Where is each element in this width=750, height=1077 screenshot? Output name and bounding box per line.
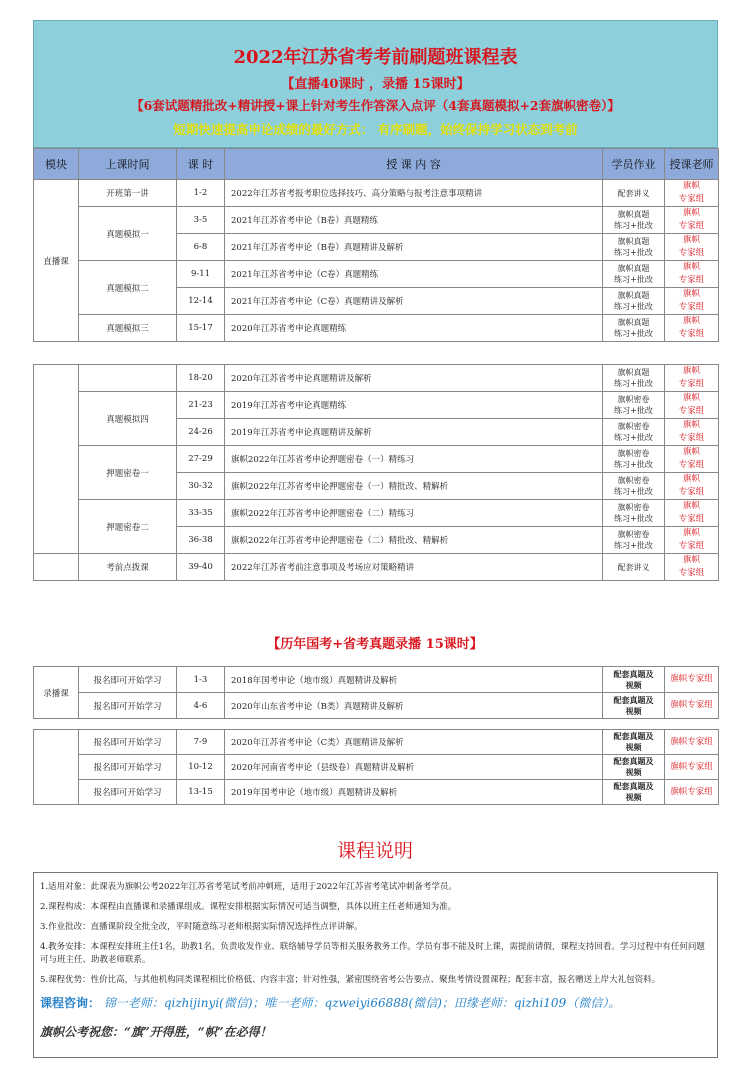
teacher-cell: 旗帜 专家组	[665, 527, 719, 554]
hours-cell: 15-17	[177, 315, 225, 342]
module-cell: 录播课	[34, 667, 79, 719]
module-cell: 直播课	[34, 180, 79, 342]
hours-cell: 24-26	[177, 419, 225, 446]
homework-cell: 配套真题及 视频	[603, 755, 665, 780]
teacher-cell: 旗帜 专家组	[665, 473, 719, 500]
content-cell: 旗帜2022年江苏省考申论押题密卷（二）精批改、精解析	[225, 527, 603, 554]
time-cell: 报名即可开始学习	[79, 730, 177, 755]
time-cell: 考前点拨课	[79, 554, 177, 581]
content-cell: 2019年江苏省考申论真题精讲及解析	[225, 419, 603, 446]
teacher-cell: 旗帜专家组	[665, 693, 719, 719]
table-row	[34, 693, 719, 719]
content-cell: 2022年江苏省考前注意事项及考场应对策略精讲	[225, 554, 603, 581]
time-cell: 报名即可开始学习	[79, 667, 177, 693]
content-cell: 2020年江苏省考申论真题精讲及解析	[225, 365, 603, 392]
time-cell: 开班第一讲	[79, 180, 177, 207]
content-cell: 2020年江苏省考申论真题精练	[225, 315, 603, 342]
homework-cell: 旗帜密卷 练习+批改	[603, 419, 665, 446]
time-cell	[79, 365, 177, 392]
content-cell: 2021年江苏省考申论（B卷）真题精讲及解析	[225, 234, 603, 261]
module-cell	[34, 730, 79, 805]
content-cell: 2020年江苏省考申论（C类）真题精讲及解析	[225, 730, 603, 755]
time-cell: 报名即可开始学习	[79, 755, 177, 780]
homework-cell: 旗帜真题 练习+批改	[603, 365, 665, 392]
teacher-cell: 旗帜 专家组	[665, 288, 719, 315]
time-cell: 报名即可开始学习	[79, 780, 177, 805]
recorded-schedule-table-1	[33, 666, 719, 719]
time-cell: 真题模拟四	[79, 392, 177, 446]
table-row	[34, 446, 719, 473]
teacher-cell: 旗帜 专家组	[665, 315, 719, 342]
teacher-cell: 旗帜专家组	[665, 780, 719, 805]
col-teacher: 授课老师	[665, 149, 719, 180]
teacher-cell: 旗帜 专家组	[665, 392, 719, 419]
homework-cell: 旗帜真题 练习+批改	[603, 234, 665, 261]
hours-cell: 30-32	[177, 473, 225, 500]
content-cell: 2020年山东省考申论（B类）真题精讲及解析	[225, 693, 603, 719]
table-row	[34, 667, 719, 693]
note-item: 3.作业批改：直播课阶段全批全改，平时随意练习老师根据实际情况选择性点评讲解。	[40, 922, 363, 932]
teacher-cell: 旗帜 专家组	[665, 180, 719, 207]
homework-cell: 旗帜真题 练习+批改	[603, 261, 665, 288]
time-cell: 押题密卷二	[79, 500, 177, 554]
col-content: 授 课 内 容	[225, 149, 603, 180]
hours-cell: 36-38	[177, 527, 225, 554]
contact-text: 锦一老师：qizhijinyi(微信)；唯一老师：qzweiyi66888(微信)；田缘老师：qizhi109（微信）。	[103, 996, 621, 1010]
time-cell: 真题模拟一	[79, 207, 177, 261]
time-cell: 真题模拟三	[79, 315, 177, 342]
hours-cell: 6-8	[177, 234, 225, 261]
notes-box	[33, 872, 718, 1058]
homework-cell: 配套真题及 视频	[603, 730, 665, 755]
content-cell: 旗帜2022年江苏省考申论押题密卷（一）精练习	[225, 446, 603, 473]
homework-cell: 旗帜密卷 练习+批改	[603, 473, 665, 500]
teacher-cell: 旗帜 专家组	[665, 500, 719, 527]
col-time: 上课时间	[79, 149, 177, 180]
homework-cell: 旗帜密卷 练习+批改	[603, 392, 665, 419]
table-row	[34, 392, 719, 419]
table-row	[34, 500, 719, 527]
note-item: 4.教务安排：本课程安排班主任1名，助教1名，负责收发作业、联络辅导学员等相关服务教务工作。学员有事不能及时上课，需提前请假，课程支持回看。学习过程中有任何问题可与班主任、助教老师联系。	[40, 942, 705, 965]
table-row	[34, 554, 719, 581]
homework-cell: 旗帜密卷 练习+批改	[603, 446, 665, 473]
hours-cell: 10-12	[177, 755, 225, 780]
col-homework: 学员作业	[603, 149, 665, 180]
time-cell: 报名即可开始学习	[79, 693, 177, 719]
teacher-cell: 旗帜 专家组	[665, 554, 719, 581]
homework-cell: 配套讲义	[603, 554, 665, 581]
page-title: 2022年江苏省考考前刷题班课程表	[233, 47, 518, 68]
teacher-cell: 旗帜 专家组	[665, 446, 719, 473]
recorded-schedule-table-2	[33, 729, 719, 805]
hours-cell: 12-14	[177, 288, 225, 315]
table-row	[34, 780, 719, 805]
teacher-cell: 旗帜 专家组	[665, 207, 719, 234]
hours-summary: 【直播40课时 ，录播 15课时】	[281, 77, 470, 92]
teacher-cell: 旗帜专家组	[665, 755, 719, 780]
homework-cell: 旗帜密卷 练习+批改	[603, 527, 665, 554]
col-hours: 课 时	[177, 149, 225, 180]
homework-cell: 旗帜真题 练习+批改	[603, 288, 665, 315]
hours-cell: 33-35	[177, 500, 225, 527]
time-cell: 真题模拟二	[79, 261, 177, 315]
hours-cell: 18-20	[177, 365, 225, 392]
hours-cell: 1-3	[177, 667, 225, 693]
features-summary: 【6套试题精批改+精讲授+课上针对考生作答深入点评（4套真题模拟+2套旗帜密卷）】	[131, 98, 620, 113]
hours-cell: 3-5	[177, 207, 225, 234]
content-cell: 旗帜2022年江苏省考申论押题密卷（二）精练习	[225, 500, 603, 527]
table-row	[34, 207, 719, 234]
homework-cell: 配套真题及 视频	[603, 693, 665, 719]
content-cell: 2019年国考申论（地市级）真题精讲及解析	[225, 780, 603, 805]
recorded-heading: 【历年国考+省考真题录播 15课时】	[267, 637, 483, 652]
hours-cell: 9-11	[177, 261, 225, 288]
hours-cell: 39-40	[177, 554, 225, 581]
content-cell: 2018年国考申论（地市级）真题精讲及解析	[225, 667, 603, 693]
content-cell: 2021年江苏省考申论（C卷）真题精讲及解析	[225, 288, 603, 315]
footer-slogan: 旗帜公考祝您：“旗”开得胜，“帜”在必得！	[40, 1025, 272, 1039]
note-item: 2.课程构成：本课程由直播课和录播课组成。课程安排根据实际情况可适当调整，具体以班主任老师通知为准。	[40, 902, 457, 912]
content-cell: 2021年江苏省考申论（C卷）真题精练	[225, 261, 603, 288]
hours-cell: 7-9	[177, 730, 225, 755]
module-cell	[34, 554, 79, 581]
col-module: 模块	[34, 149, 79, 180]
note-item: 5.课程优势：性价比高，与其他机构同类课程相比价格低、内容丰富；针对性强，紧密围绕省考公告要点、聚焦考情设置课程；配套丰富，报名赠送上岸大礼包资料。	[40, 975, 661, 985]
contact-label: 课程咨询：	[40, 996, 101, 1010]
content-cell: 2020年河南省考申论（县级卷）真题精讲及解析	[225, 755, 603, 780]
teacher-cell: 旗帜 专家组	[665, 365, 719, 392]
header-slogan: 短期快速提高申论成绩的最好方式： 有序刷题，始终保持学习状态到考前	[173, 122, 578, 137]
homework-cell: 配套真题及 视频	[603, 667, 665, 693]
hours-cell: 1-2	[177, 180, 225, 207]
content-cell: 2022年江苏省考报考职位选择技巧、高分策略与报考注意事项精讲	[225, 180, 603, 207]
hours-cell: 27-29	[177, 446, 225, 473]
teacher-cell: 旗帜 专家组	[665, 261, 719, 288]
hours-cell: 13-15	[177, 780, 225, 805]
content-cell: 旗帜2022年江苏省考申论押题密卷（一）精批改、精解析	[225, 473, 603, 500]
table-row	[34, 180, 719, 207]
homework-cell: 配套讲义	[603, 180, 665, 207]
homework-cell: 旗帜真题 练习+批改	[603, 315, 665, 342]
live-schedule-table-1	[33, 148, 719, 342]
teacher-cell: 旗帜专家组	[665, 667, 719, 693]
table-row	[34, 730, 719, 755]
content-cell: 2021年江苏省考申论（B卷）真题精练	[225, 207, 603, 234]
hours-cell: 4-6	[177, 693, 225, 719]
homework-cell: 旗帜密卷 练习+批改	[603, 500, 665, 527]
module-cell	[34, 365, 79, 554]
table-row	[34, 261, 719, 288]
hours-cell: 21-23	[177, 392, 225, 419]
teacher-cell: 旗帜 专家组	[665, 419, 719, 446]
live-schedule-table-2	[33, 364, 719, 581]
table-row	[34, 315, 719, 342]
teacher-cell: 旗帜 专家组	[665, 234, 719, 261]
content-cell: 2019年江苏省考申论真题精练	[225, 392, 603, 419]
table-row	[34, 365, 719, 392]
homework-cell: 配套真题及 视频	[603, 780, 665, 805]
table-header-row	[34, 149, 719, 180]
table-row	[34, 755, 719, 780]
teacher-cell: 旗帜专家组	[665, 730, 719, 755]
time-cell: 押题密卷一	[79, 446, 177, 500]
note-item: 1.适用对象：此课表为旗帜公考2022年江苏省考笔试考前冲刺班，适用于2022年江苏省考笔试冲刺备考学员。	[40, 882, 457, 892]
contact-line	[40, 994, 711, 1011]
header-banner	[33, 20, 718, 148]
homework-cell: 旗帜真题 练习+批改	[603, 207, 665, 234]
notes-title: 课程说明	[336, 840, 413, 862]
